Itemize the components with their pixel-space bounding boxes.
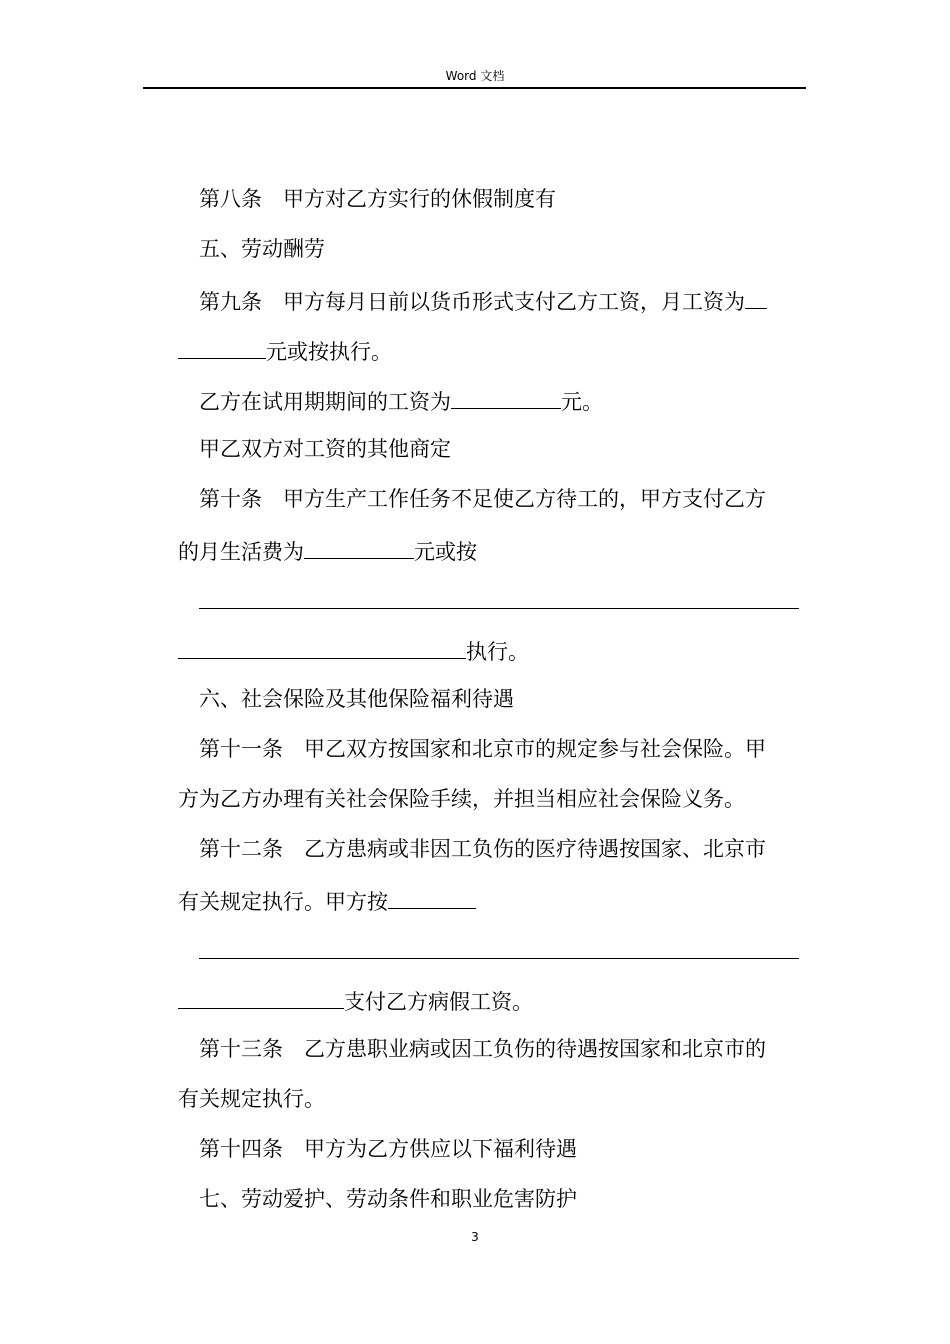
article-10-line-4	[178, 634, 808, 667]
article-9-text-cont: 元或按执行。	[266, 340, 392, 364]
article-8: 第八条 甲方对乙方实行的休假制度有	[199, 187, 556, 211]
page-header-title: Word 文档	[445, 69, 505, 83]
blank-field	[178, 334, 266, 359]
article-13-line-2: 有关规定执行。	[178, 1087, 325, 1111]
article-12-line-2	[178, 884, 808, 917]
page-number: 3	[471, 1230, 479, 1244]
blank-field	[178, 634, 466, 659]
article-12-line-1: 第十二条 乙方患病或非因工负伤的医疗待遇按国家、北京市	[199, 837, 766, 861]
article-10-line-2	[178, 534, 808, 567]
article-10-text-end: 执行。	[466, 640, 529, 664]
blank-field	[199, 934, 799, 959]
section-7-heading: 七、劳动爱护、劳动条件和职业危害防护	[199, 1187, 577, 1211]
blank-field	[304, 534, 414, 559]
article-14: 第十四条 甲方为乙方供应以下福利待遇	[199, 1137, 577, 1161]
blank-field	[178, 984, 344, 1009]
blank-field	[745, 284, 767, 309]
article-12-line-4	[178, 984, 808, 1017]
probation-wage-text: 乙方在试用期期间的工资为	[199, 390, 451, 414]
article-9-line-1	[199, 284, 829, 317]
article-12-line-3	[199, 934, 829, 967]
article-13-line-1: 第十三条 乙方患职业病或因工负伤的待遇按国家和北京市的	[199, 1037, 766, 1061]
article-10-text: 的月生活费为	[178, 540, 304, 564]
article-10-line-3	[199, 584, 829, 617]
section-6-heading: 六、社会保险及其他保险福利待遇	[199, 687, 514, 711]
section-5-heading: 五、劳动酬劳	[199, 237, 325, 261]
article-11-line-1: 第十一条 甲乙双方按国家和北京市的规定参与社会保险。甲	[199, 737, 766, 761]
header-rule	[143, 87, 806, 89]
blank-field	[199, 584, 799, 609]
probation-wage-unit: 元。	[561, 390, 603, 414]
blank-field	[388, 884, 476, 909]
article-10-line-1: 第十条 甲方生产工作任务不足使乙方待工的，甲方支付乙方	[199, 487, 766, 511]
article-9-line-2	[178, 334, 808, 367]
article-10-text-cont: 元或按	[414, 540, 477, 564]
probation-wage-line	[199, 384, 829, 417]
blank-field	[451, 384, 561, 409]
other-wage-agreement: 甲乙双方对工资的其他商定	[199, 437, 451, 461]
article-12-text-end: 支付乙方病假工资。	[344, 990, 533, 1014]
article-11-line-2: 方为乙方办理有关社会保险手续，并担当相应社会保险义务。	[178, 787, 745, 811]
article-12-text: 有关规定执行。甲方按	[178, 890, 388, 914]
article-9-text: 第九条 甲方每月日前以货币形式支付乙方工资，月工资为	[199, 290, 745, 314]
